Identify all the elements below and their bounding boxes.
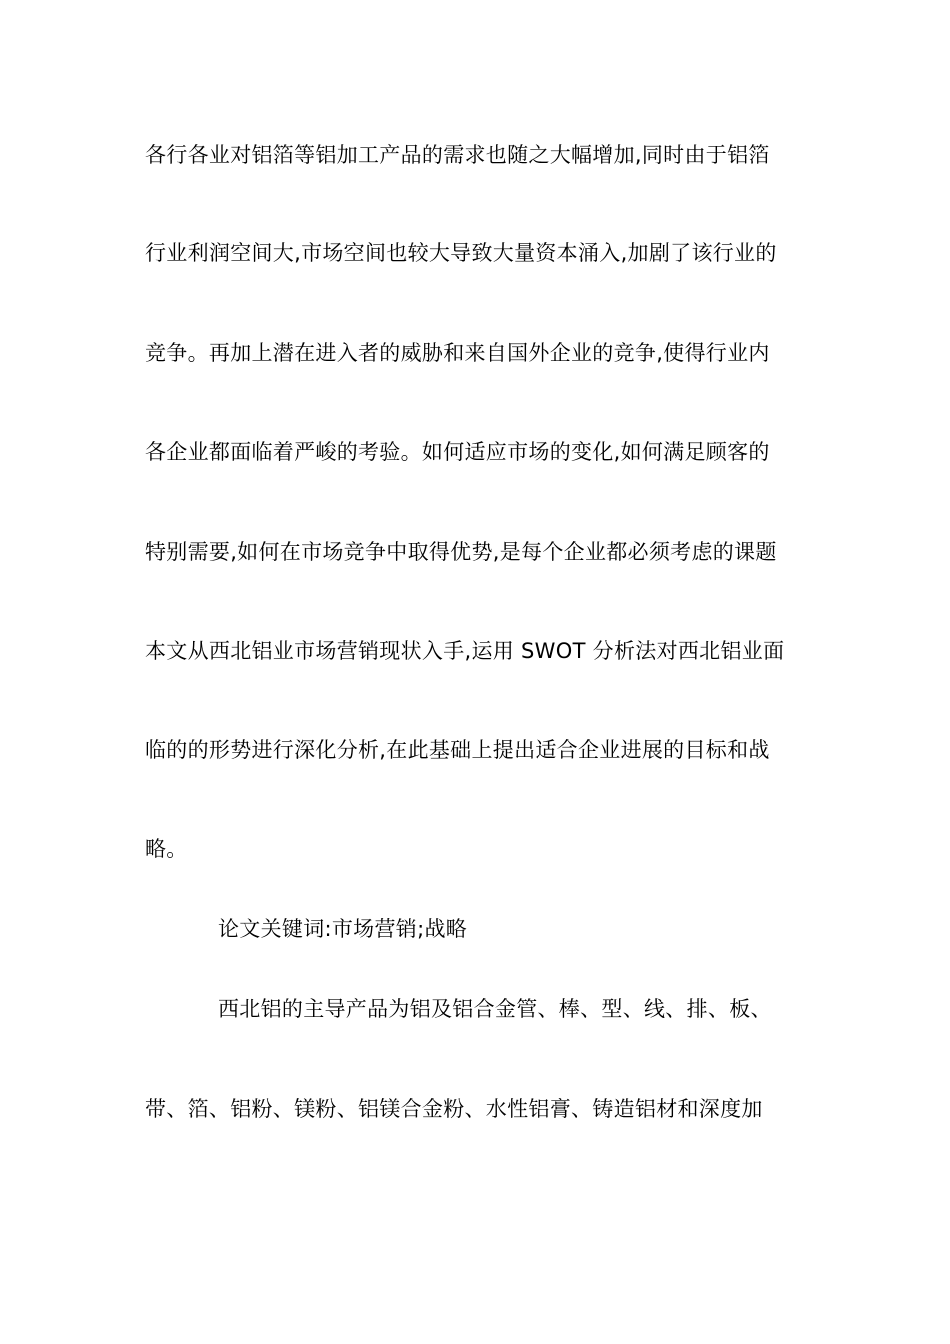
paragraph-line-8: 略。 bbox=[145, 837, 188, 861]
paragraph-line-5: 特别需要,如何在市场竞争中取得优势,是每个企业都必须考虑的课题 bbox=[145, 540, 777, 564]
paragraph2-line-1: 西北铝的主导产品为铝及铝合金管、棒、型、线、排、板、 bbox=[218, 997, 772, 1021]
paragraph-line-1: 各行各业对铝箔等铝加工产品的需求也随之大幅增加,同时由于铝箔 bbox=[145, 143, 770, 167]
paragraph2-line-2: 带、箔、铝粉、镁粉、铝镁合金粉、水性铝膏、铸造铝材和深度加 bbox=[145, 1097, 763, 1121]
paragraph-line-7: 临的的形势进行深化分析,在此基础上提出适合企业进展的目标和战 bbox=[145, 738, 770, 762]
paragraph-line-4: 各企业都面临着严峻的考验。如何适应市场的变化,如何满足顾客的 bbox=[145, 440, 770, 464]
paragraph-line-6: 本文从西北铝业市场营销现状入手,运用 SWOT 分析法对西北铝业面 bbox=[145, 639, 785, 663]
keywords-line: 论文关键词:市场营销;战略 bbox=[218, 917, 468, 941]
paragraph-line-2: 行业利润空间大,市场空间也较大导致大量资本涌入,加剧了该行业的 bbox=[145, 241, 777, 265]
paragraph-line-3: 竞争。再加上潜在进入者的威胁和来自国外企业的竞争,使得行业内 bbox=[145, 341, 770, 365]
